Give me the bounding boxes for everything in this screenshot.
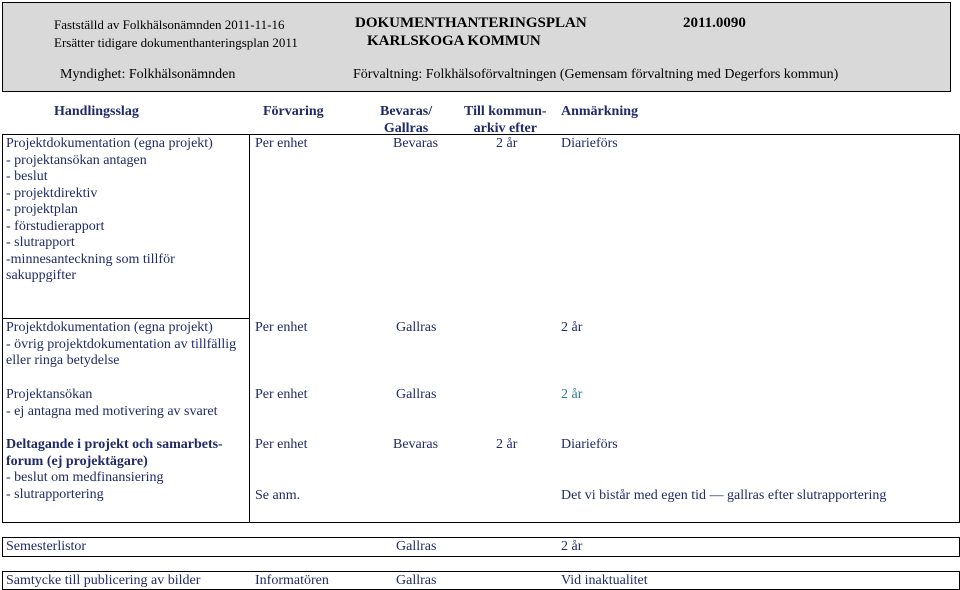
semester-archive: 2 år <box>561 539 583 554</box>
table-row-1-type <box>6 136 213 285</box>
row-4-archive: 2 år <box>496 437 518 452</box>
consent-storage: Informatören <box>255 573 329 588</box>
column-divider <box>249 134 250 523</box>
row-1-line: Projektdokumentation (egna projekt) <box>6 136 213 151</box>
row-1-line: - projektplan <box>6 202 78 217</box>
column-header-archive-line2: arkiv efter <box>473 121 537 136</box>
row-4-note: Diarieförs <box>561 437 618 452</box>
column-header-keep-line2: Gallras <box>383 121 429 136</box>
semester-keep: Gallras <box>396 539 437 554</box>
row-4-line: - beslut om medfinansiering <box>6 470 164 485</box>
document-header <box>2 2 951 92</box>
row-2-storage: Per enhet <box>255 320 308 335</box>
row-4-storage-note: Se anm. <box>255 488 301 503</box>
row-1-line: - förstudierapport <box>6 218 105 234</box>
column-header-keep-discard <box>380 103 432 137</box>
row-1-line: -minnesanteckning som tillför <box>6 251 175 267</box>
row-3-line: - ej antagna med motivering av svaret <box>6 403 218 419</box>
consent-keep: Gallras <box>396 573 437 588</box>
row-1-storage: Per enhet <box>255 136 308 151</box>
row-1-line: - projektansökan antagen <box>6 152 147 168</box>
table-row-3-type <box>6 387 217 420</box>
column-header-archive-line1: Till kommun- <box>464 104 547 119</box>
row-4-line: forum (ej projektägare) <box>6 453 148 469</box>
authority-text: Myndighet: Folkhälsonämnden <box>60 67 236 82</box>
row-3-archive: 2 år <box>561 387 583 402</box>
table-row-2-type <box>6 320 236 370</box>
municipality-name: KARLSKOGA KOMMUN <box>367 33 541 49</box>
semester-type: Semesterlistor <box>6 539 87 554</box>
row-1-note: Diarieförs <box>561 136 618 151</box>
administration-name: Förvaltning: Folkhälsoförvaltningen <box>353 67 557 82</box>
row-3-keep: Gallras <box>396 387 437 402</box>
column-header-archive <box>464 103 547 137</box>
row-4-note-detail: Det vi bistår med egen tid — gallras efter slutrapportering <box>561 488 887 503</box>
row-4-keep: Bevaras <box>393 437 439 452</box>
row-3-storage: Per enhet <box>255 387 308 402</box>
established-text: Fastställd av Folkhälsonämnden 2011-11-16 <box>54 17 285 32</box>
row-3-line: Projektansökan <box>6 387 93 402</box>
row-2-line: - övrig projektdokumentation av tillfällig <box>6 336 237 352</box>
row-1-line: sakuppgifter <box>6 268 76 283</box>
consent-type: Samtycke till publicering av bilder <box>6 573 201 588</box>
row-2-archive: 2 år <box>561 320 583 335</box>
row-2-keep: Gallras <box>396 320 437 335</box>
row-divider <box>2 318 250 319</box>
table-row-4-type <box>6 437 223 503</box>
document-title: DOKUMENTHANTERINGSPLAN <box>355 15 587 31</box>
replaces-text: Ersätter tidigare dokumenthanteringsplan 2011 <box>54 35 298 50</box>
row-1-archive: 2 år <box>496 136 518 151</box>
row-1-line: - beslut <box>6 169 48 184</box>
row-4-line: - slutrapportering <box>6 486 104 502</box>
row-1-line: - projektdirektiv <box>6 185 98 201</box>
table-row-semester <box>2 537 960 557</box>
administration-text <box>353 67 838 83</box>
row-2-line: eller ringa betydelse <box>6 353 120 368</box>
column-header-remarks: Anmärkning <box>561 104 639 119</box>
column-header-document-type: Handlingsslag <box>54 104 139 119</box>
row-2-line: Projektdokumentation (egna projekt) <box>6 320 213 335</box>
row-4-line: Deltagande i projekt och samarbets- <box>6 437 223 452</box>
row-1-line: - slutrapport <box>6 235 75 250</box>
document-id: 2011.0090 <box>683 15 746 31</box>
row-4-storage: Per enhet <box>255 437 308 452</box>
consent-note: Vid inaktualitet <box>561 573 648 588</box>
column-header-keep-line1: Bevaras/ <box>380 104 433 119</box>
column-header-storage: Förvaring <box>263 104 324 119</box>
administration-note: (Gemensam förvaltning med Degerfors kommun) <box>559 67 839 82</box>
row-1-keep: Bevaras <box>393 136 439 151</box>
